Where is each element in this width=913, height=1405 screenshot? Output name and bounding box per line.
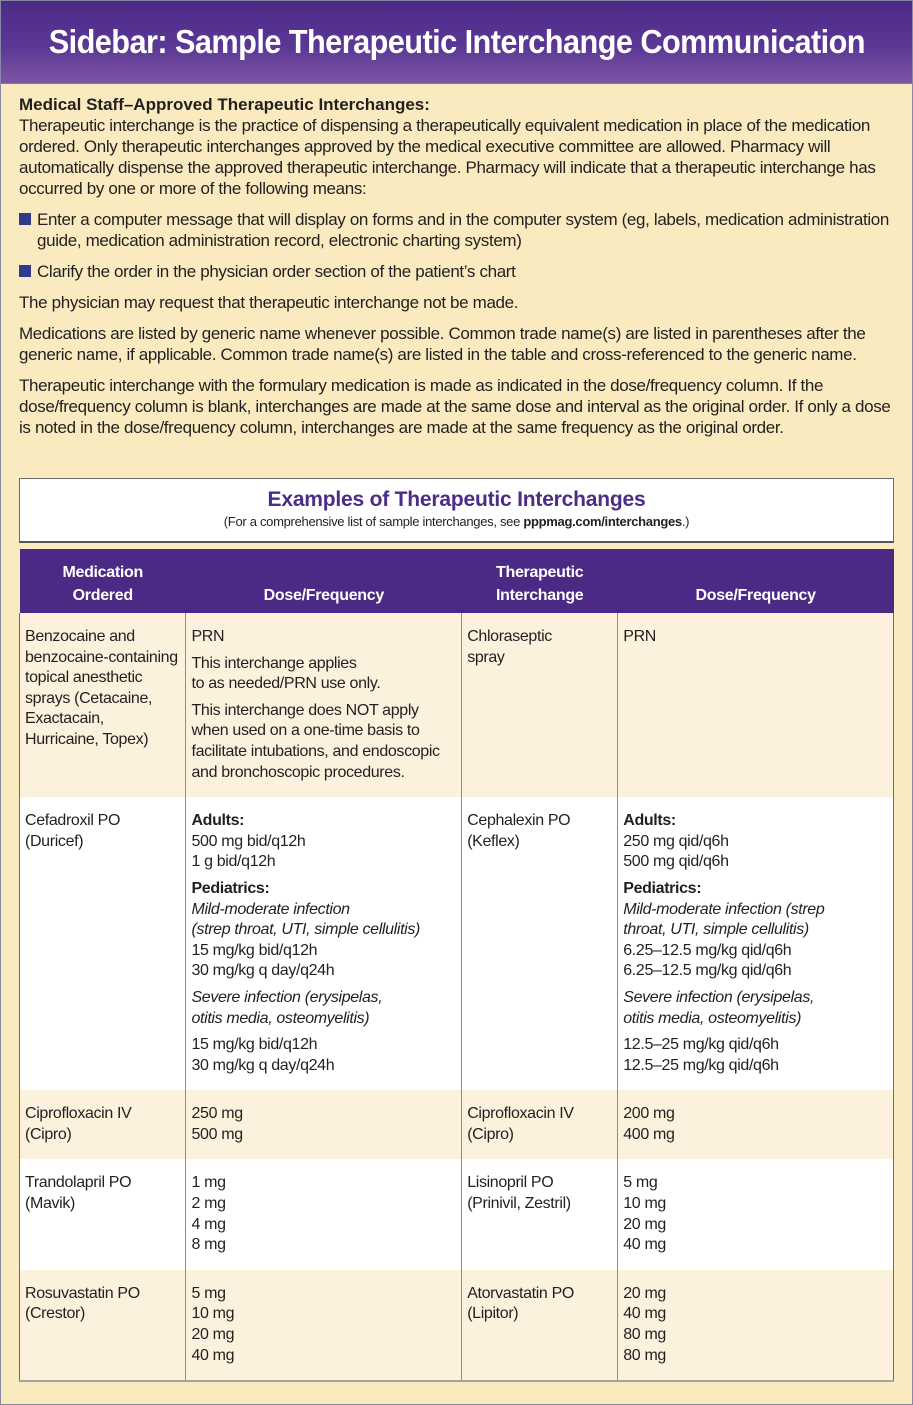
table-row [20, 1270, 894, 1381]
cell-medication-ordered: Ciprofloxacin IV (Cipro) [20, 1090, 186, 1159]
intro-paragraph-2: The physician may request that therapeutic interchange not be made. [19, 293, 519, 312]
subtitle-suffix: .) [681, 514, 690, 529]
cell-therapeutic-interchange: Atorvastatin PO (Lipitor) [462, 1270, 618, 1381]
list-item-text: Clarify the order in the physician order section of the patient’s chart [37, 262, 516, 281]
cell-dose-ordered: Adults: 500 mg bid/q12h 1 g bid/q12h Pediatrics: Mild-moderate infection (strep throat, UTI, simple cellulitis) 15 mg/kg bid/q12h 30 mg/kg q day/q24h Severe infection (erysipelas, otitis media, osteomyelitis) 15 mg/kg bid/q12h 30 mg/kg q day/q24h [186, 797, 462, 1090]
examples-title: Examples of Therapeutic Interchanges [267, 488, 646, 511]
intro-section [1, 84, 912, 438]
intro-heading: Medical Staff–Approved Therapeutic Interchanges: [19, 95, 430, 114]
table-header-row [20, 549, 894, 613]
intro-paragraph-3: Medications are listed by generic name whenever possible. Common trade name(s) are listed in parentheses after the generic name, if applicable. Common trade name(s) are listed in the table and cross-referenced to the generic name. [19, 324, 866, 364]
cell-dose-ordered: 5 mg 10 mg 20 mg 40 mg [186, 1270, 462, 1381]
cell-dose-interchange: 20 mg 40 mg 80 mg 80 mg [618, 1270, 894, 1381]
cell-medication-ordered: Cefadroxil PO (Duricef) [20, 797, 186, 1090]
header-medication-ordered: Medication Ordered [20, 549, 186, 613]
intro-paragraph-4: Therapeutic interchange with the formulary medication is made as indicated in the dose/frequency column. If the dose/frequency column is blank, interchanges are made at the same dose and interval as the original order. If only a dose is noted in the dose/frequency column, interchanges are made at the same frequency as the original order. [19, 376, 891, 437]
cell-dose-ordered: 1 mg 2 mg 4 mg 8 mg [186, 1159, 462, 1269]
examples-title-box [19, 478, 894, 543]
header-dose-frequency-ordered: Dose/Frequency [186, 549, 462, 613]
cell-dose-ordered: 250 mg 500 mg [186, 1090, 462, 1159]
cell-therapeutic-interchange: Ciprofloxacin IV (Cipro) [462, 1090, 618, 1159]
cell-therapeutic-interchange: Cephalexin PO (Keflex) [462, 797, 618, 1090]
interchanges-link[interactable]: pppmag.com/interchanges [523, 514, 682, 529]
table-row [20, 613, 894, 797]
cell-therapeutic-interchange: Chloraseptic spray [462, 613, 618, 797]
cell-medication-ordered: Benzocaine and benzocaine-containing topical anesthetic sprays (Cetacaine, Exactacain, Hurricaine, Topex) [20, 613, 186, 797]
cell-medication-ordered: Trandolapril PO (Mavik) [20, 1159, 186, 1269]
cell-dose-interchange: 200 mg 400 mg [618, 1090, 894, 1159]
list-item-text: Enter a computer message that will display on forms and in the computer system (eg, labels, medication administration guide, medication administration record, electronic charting system) [37, 210, 889, 250]
interchange-table [19, 549, 894, 1382]
means-list [19, 209, 894, 282]
table-row [20, 1159, 894, 1269]
header-therapeutic-interchange: Therapeutic Interchange [462, 549, 618, 613]
cell-dose-interchange: Adults: 250 mg qid/q6h 500 mg qid/q6h Pediatrics: Mild-moderate infection (strep throat, UTI, simple cellulitis) 6.25–12.5 mg/kg qid/q6h 6.25–12.5 mg/kg qid/q6h Severe infection (erysipelas, otitis media, osteomyelitis) 12.5–25 mg/kg qid/q6h 12.5–25 mg/kg qid/q6h [618, 797, 894, 1090]
cell-dose-interchange: PRN [618, 613, 894, 797]
cell-medication-ordered: Rosuvastatin PO (Crestor) [20, 1270, 186, 1381]
intro-paragraph-1: Therapeutic interchange is the practice of dispensing a therapeutically equivalent medication in place of the medication ordered. Only therapeutic interchanges approved by the medical executive committee are allowed. Pharmacy will automatically dispense the approved therapeutic interchange. Pharmacy will indicate that a therapeutic interchange has occurred by one or more of the following means: [19, 116, 876, 198]
sidebar-header [1, 1, 912, 84]
header-dose-frequency-interchange: Dose/Frequency [618, 549, 894, 613]
cell-therapeutic-interchange: Lisinopril PO (Prinivil, Zestril) [462, 1159, 618, 1269]
table-row [20, 797, 894, 1090]
square-bullet-icon [19, 213, 31, 225]
examples-subtitle [20, 514, 893, 529]
list-item [19, 261, 894, 282]
cell-dose-ordered: PRN This interchange applies to as needed/PRN use only. This interchange does NOT apply when used on a one-time basis to facilitate intubations, and endoscopic and bronchoscopic procedures. [186, 613, 462, 797]
table-row [20, 1090, 894, 1159]
page-title: Sidebar: Sample Therapeutic Interchange Communication [48, 23, 865, 60]
subtitle-prefix: (For a comprehensive list of sample interchanges, see [223, 514, 524, 529]
square-bullet-icon [19, 265, 31, 277]
list-item [19, 209, 894, 251]
cell-dose-interchange: 5 mg 10 mg 20 mg 40 mg [618, 1159, 894, 1269]
